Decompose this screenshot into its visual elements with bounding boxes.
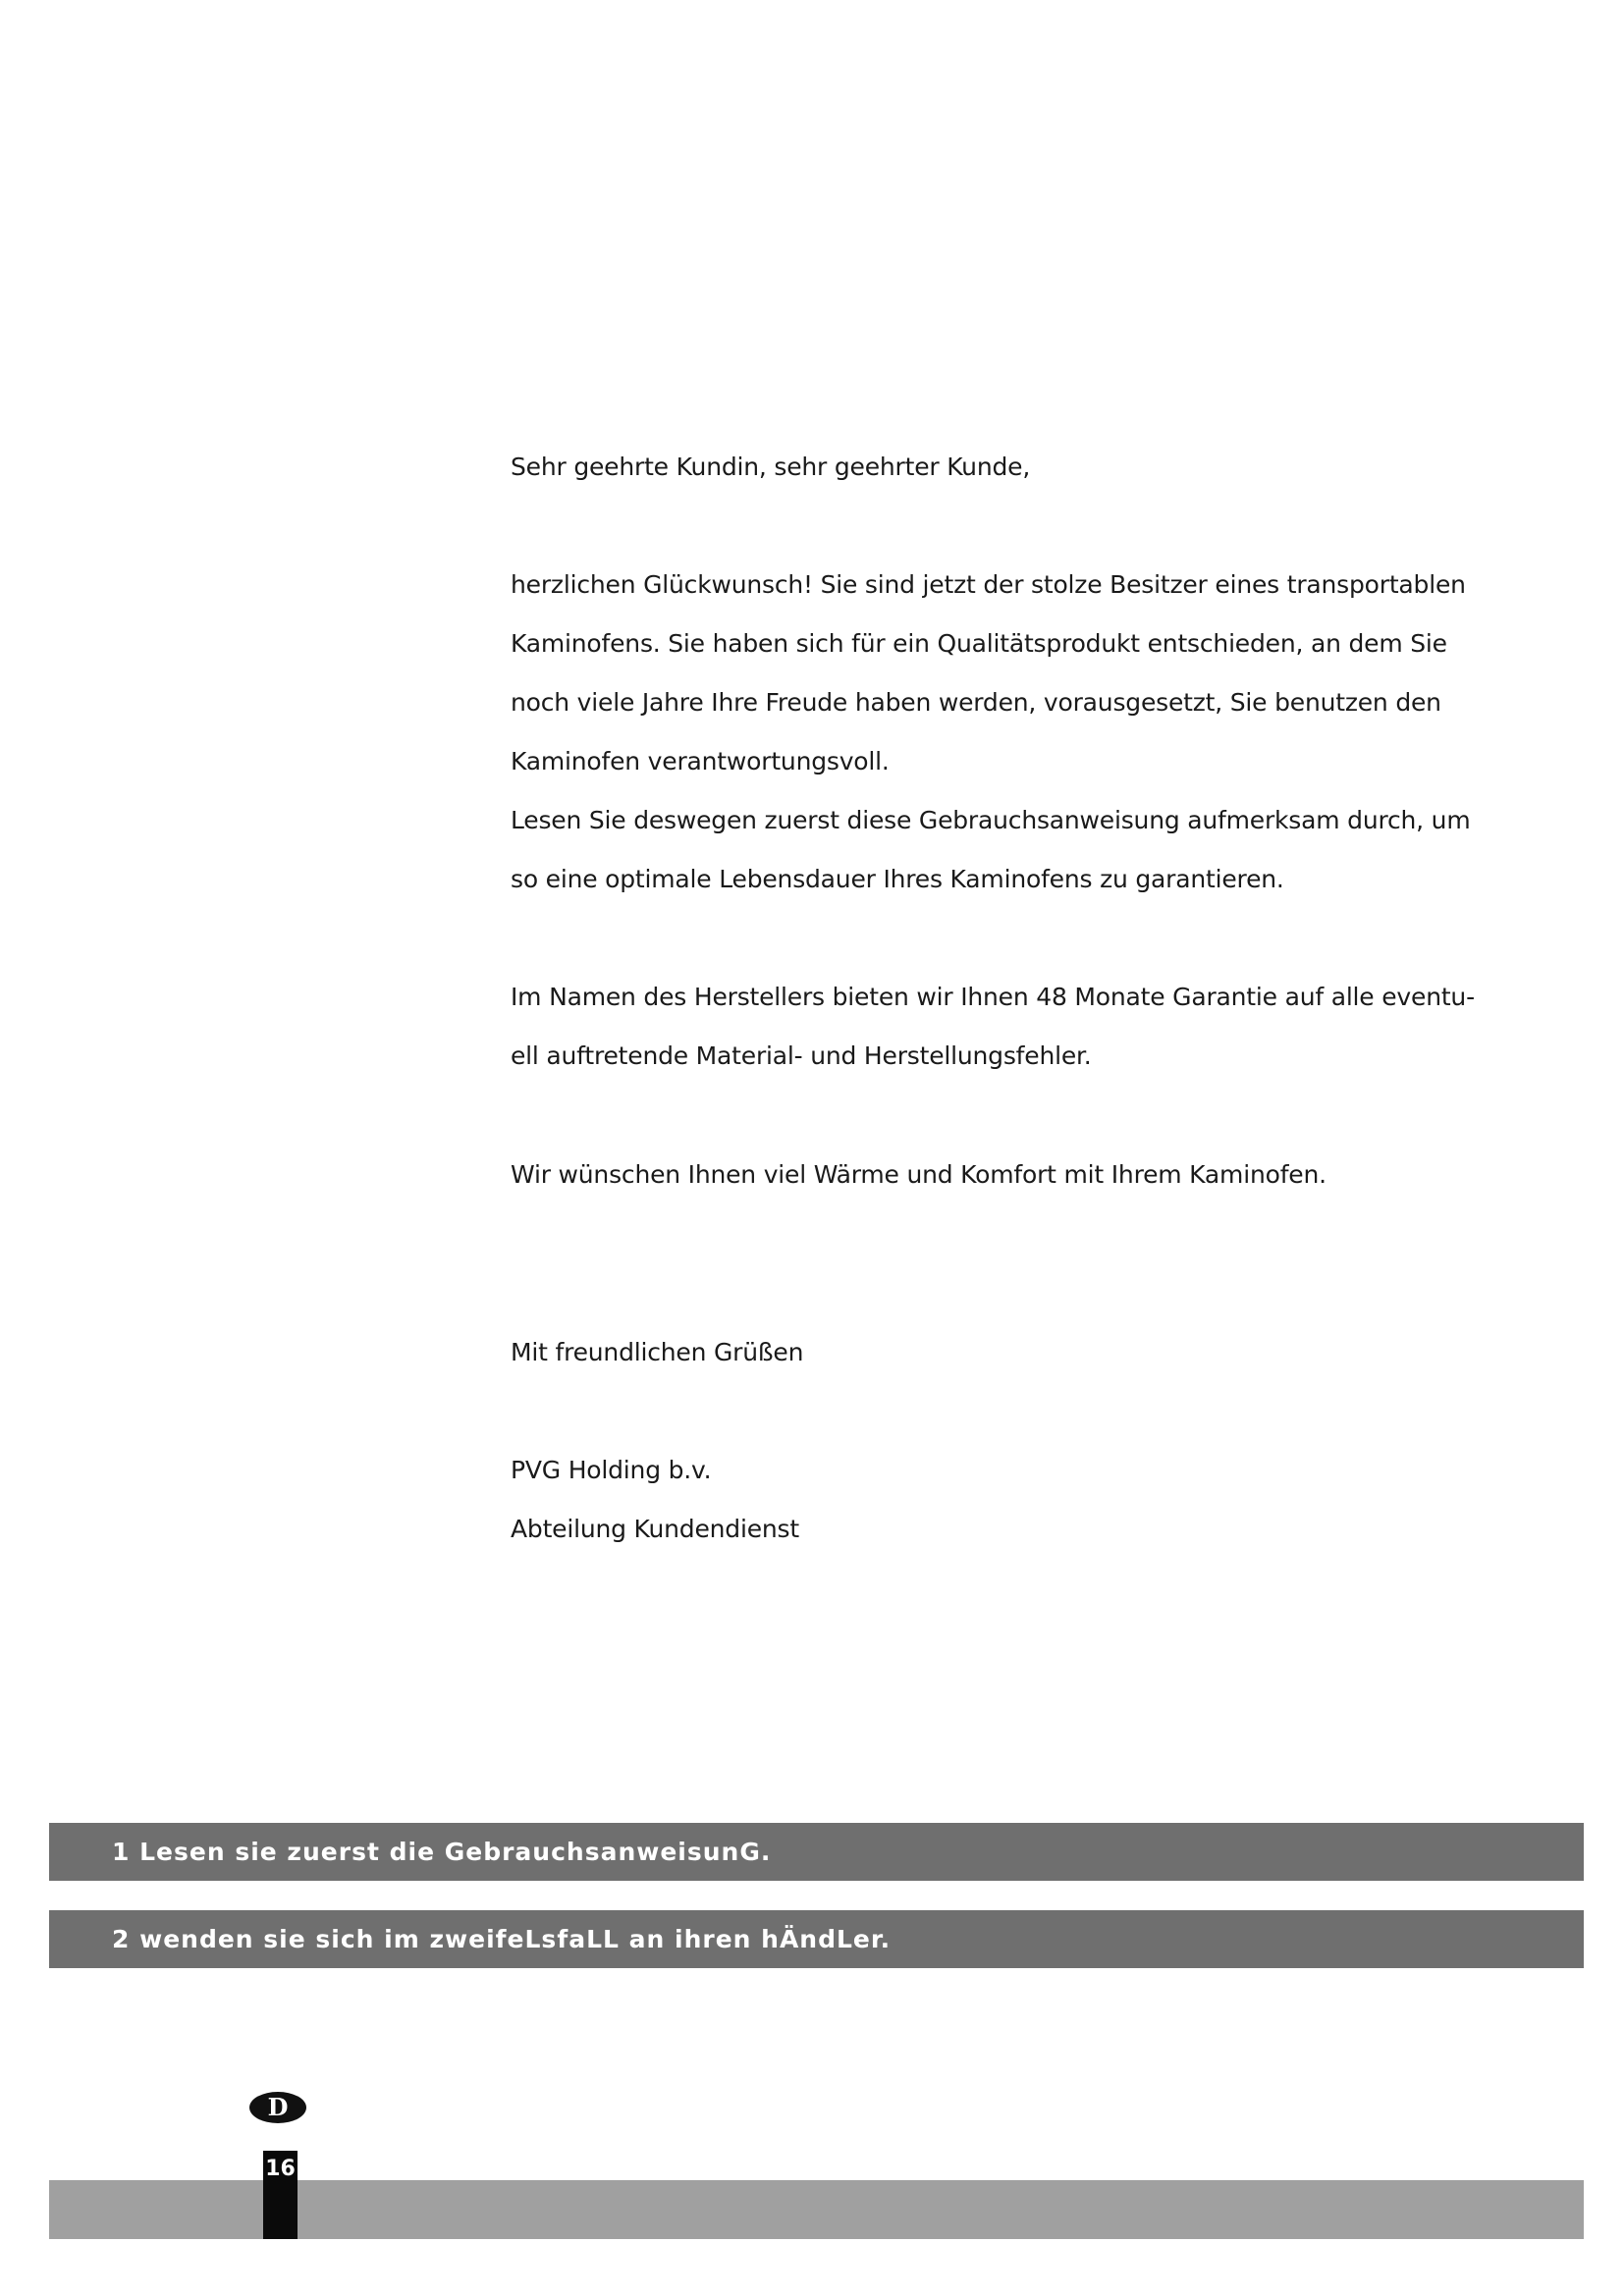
page-number: 16 [265, 2157, 296, 2181]
paragraph-line: so eine optimale Lebensdauer Ihres Kaminofens zu garantieren. [511, 865, 1284, 893]
paragraph-line: Kaminofen verantwortungsvoll. [511, 747, 890, 775]
page-number-tab [263, 2151, 298, 2239]
warranty-line: Im Namen des Herstellers bieten wir Ihnen 48 Monate Garantie auf alle eventu- [511, 983, 1475, 1011]
paragraph-line: Kaminofens. Sie haben sich für ein Qualitätsprodukt entschieden, an dem Sie [511, 629, 1447, 658]
department-name: Abteilung Kundendienst [511, 1515, 799, 1543]
salutation: Sehr geehrte Kundin, sehr geehrter Kunde, [511, 453, 1031, 481]
company-name: PVG Holding b.v. [511, 1456, 712, 1484]
wishes-line: Wir wünschen Ihnen viel Wärme und Komfort mit Ihrem Kaminofen. [511, 1160, 1326, 1189]
warranty-line: ell auftretende Material- und Herstellungsfehler. [511, 1041, 1092, 1070]
paragraph-line: Lesen Sie deswegen zuerst diese Gebrauchsanweisung aufmerksam durch, um [511, 806, 1471, 834]
paragraph-line: noch viele Jahre Ihre Freude haben werden, vorausgesetzt, Sie benutzen den [511, 688, 1441, 717]
notice-bar-2 [49, 1910, 1584, 1968]
language-badge: D [249, 2092, 306, 2123]
paragraph-line: herzlichen Glückwunsch! Sie sind jetzt der stolze Besitzer eines transportablen [511, 570, 1466, 599]
notice-bar-1 [49, 1823, 1584, 1881]
notice-text: 2 wenden sie sich im zweifeLsfaLL an ihren hÄndLer. [112, 1925, 892, 1953]
notice-text: 1 Lesen sie zuerst die GebrauchsanweisunG. [112, 1838, 772, 1866]
closing: Mit freundlichen Grüßen [511, 1338, 804, 1366]
